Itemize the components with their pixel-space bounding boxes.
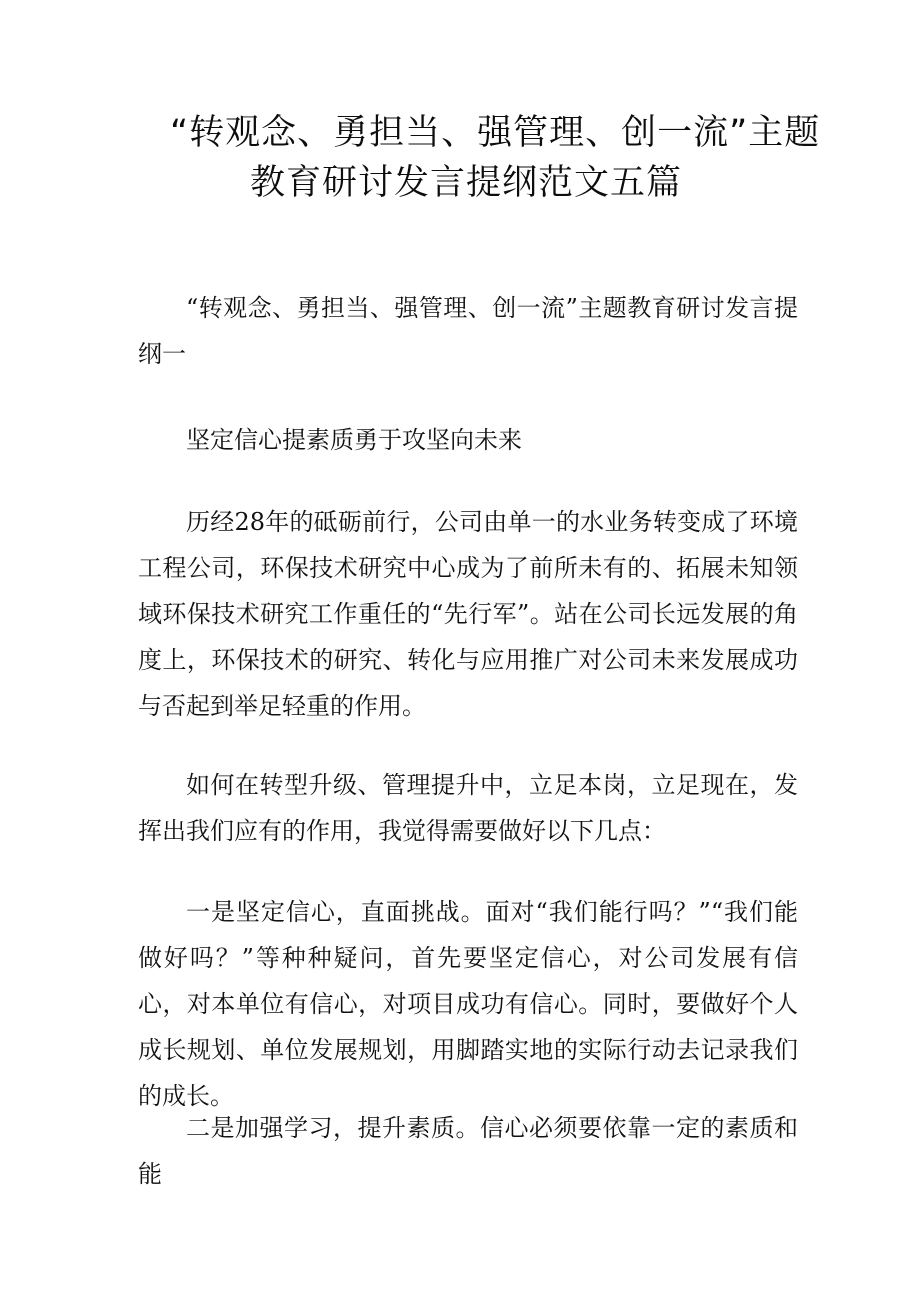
- paragraph-point-two: 二是加强学习，提升素质。信心必须要依靠一定的素质和能: [138, 1114, 798, 1188]
- paragraph-intro: 历经28年的砥砺前行，公司由单一的水业务转变成了环境工程公司，环保技术研究中心成为了前所未有的、拓展未知领域环保技术研究工作重任的“先行军”。站在公司长远发展的角度上，环保技术的研究、转化与应用推广对公司未来发展成功与否起到举足轻重的作用。: [138, 508, 798, 720]
- paragraph-question: 如何在转型升级、管理提升中，立足本岗，立足现在，发挥出我们应有的作用，我觉得需要做好以下几点：: [138, 771, 798, 845]
- paragraph-point-one: 一是坚定信心，直面挑战。面对“我们能行吗？”“我们能做好吗？”等种种疑问，首先要坚定信心，对公司发展有信心，对本单位有信心，对项目成功有信心。同时，要做好个人成长规划、单位发展规划，用脚踏实地的实际行动去记录我们的成长。: [138, 898, 798, 1110]
- paragraph-heading: 坚定信心提素质勇于攻坚向未来: [186, 426, 522, 454]
- paragraph-subtitle: “转观念、勇担当、强管理、创一流”主题教育研讨发言提纲一: [138, 294, 798, 368]
- document-title-line-1: “转观念、勇担当、强管理、创一流”主题: [170, 113, 821, 153]
- document-title-line-2: 教育研讨发言提纲范文五篇: [250, 163, 683, 203]
